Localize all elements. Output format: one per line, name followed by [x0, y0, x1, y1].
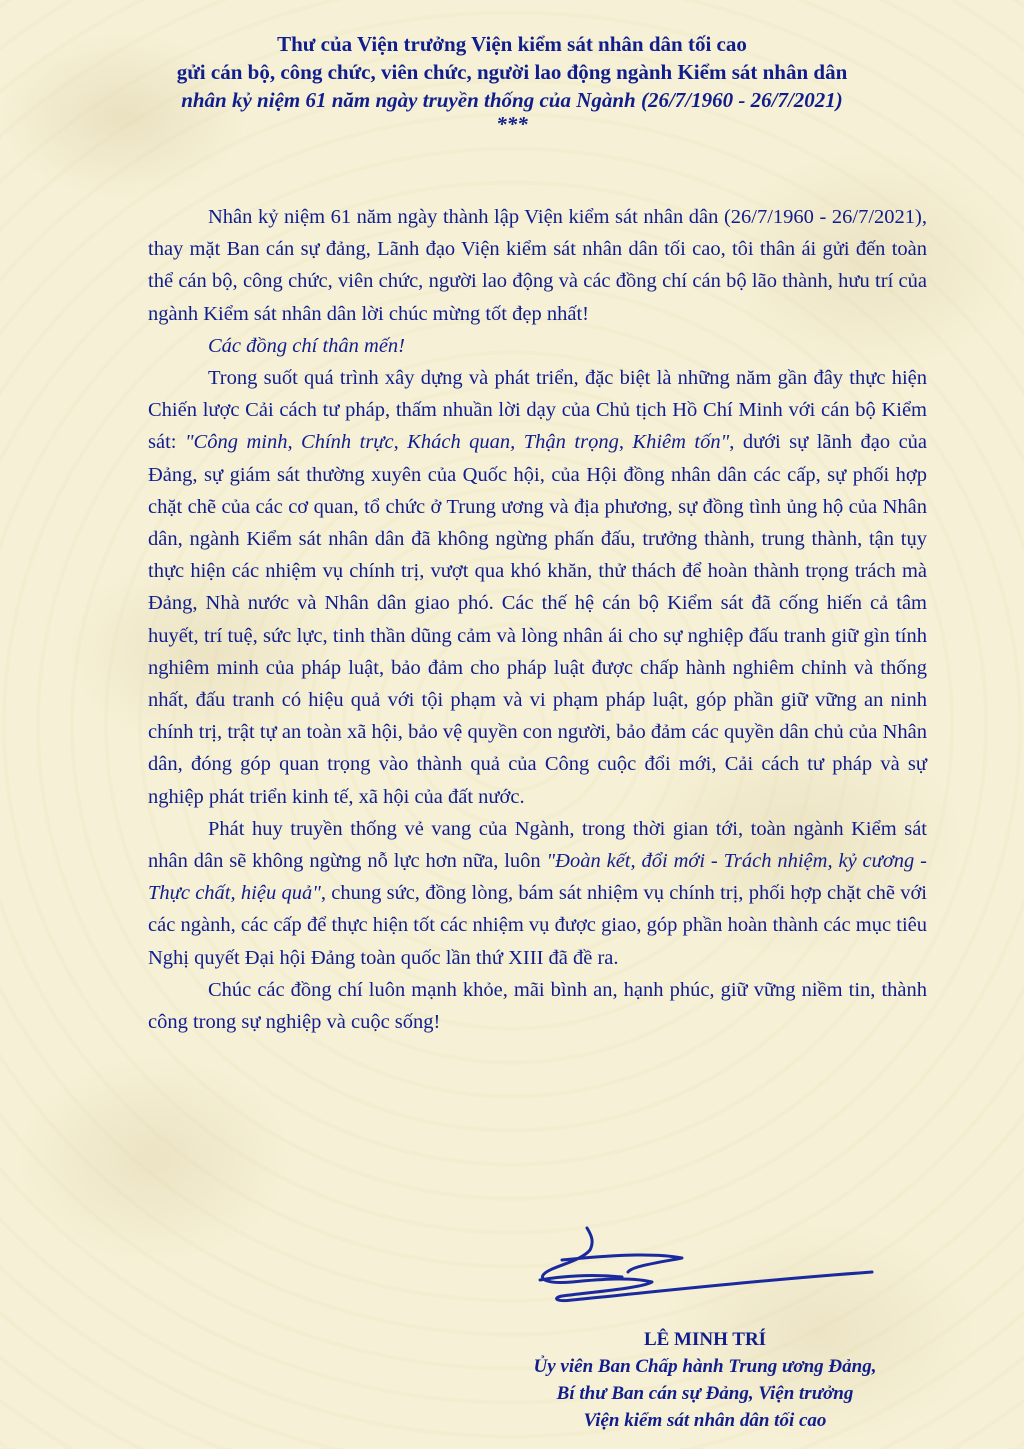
letter-header	[60, 30, 964, 134]
header-title-line2: gửi cán bộ, công chức, viên chức, người lao động ngành Kiểm sát nhân dân	[176, 60, 848, 84]
handwritten-signature	[532, 1222, 882, 1322]
header-title-line1: Thư của Viện trưởng Viện kiểm sát nhân dân tối cao	[277, 32, 747, 56]
quote-motto-industry: "Đoàn kết, đổi mới - Trách nhiệm, kỷ cương - Thực chất, hiệu quả"	[148, 850, 927, 905]
signer-role-line3: Viện kiểm sát nhân dân tối cao	[583, 1410, 827, 1431]
signer-block	[470, 1326, 940, 1434]
paragraph-opening: Nhân kỷ niệm 61 năm ngày thành lập Viện kiểm sát nhân dân (26/7/1960 - 26/7/2021), thay mặt Ban cán sự đảng, Lãnh đạo Viện kiểm sát nhân dân tối cao, tôi thân ái gửi đến toàn thể cán bộ, công chức, viên chức, người lao động và các đồng chí cán bộ lão thành, hưu trí của ngành Kiểm sát nhân dân lời chúc mừng tốt đẹp nhất!	[148, 206, 927, 325]
paragraph-future-part1: Phát huy truyền thống vẻ vang của Ngành, trong thời gian tới, toàn ngành Kiểm sát nhân dân sẽ không ngừng nỗ lực hơn nữa, luôn	[148, 817, 927, 873]
header-title-line3: nhân kỷ niệm 61 năm ngày truyền thống của Ngành (26/7/1960 - 26/7/2021)	[181, 88, 843, 112]
paragraph-history	[148, 362, 927, 813]
signer-role-line2: Bí thư Ban cán sự Đảng, Viện trưởng	[556, 1383, 854, 1404]
paragraph-history-part2: , dưới sự lãnh đạo của Đảng, sự giám sát thường xuyên của Quốc hội, của Hội đồng nhân dân các cấp, sự phối hợp chặt chẽ của các cơ quan, tổ chức ở Trung ương và địa phương, sự đồng tình ủng hộ của Nhân dân, ngành Kiểm sát nhân dân đã không ngừng phấn đấu, trưởng thành, trung thành, tận tụy thực hiện các nhiệm vụ chính trị, vượt qua khó khăn, thử thách để hoàn thành trọng trách mà Đảng, Nhà nước và Nhân dân giao phó. Các thế hệ cán bộ Kiểm sát đã cống hiến cả tâm huyết, trí tuệ, sức lực, tinh thần dũng cảm và lòng nhân ái cho sự nghiệp đấu tranh giữ gìn tính nghiêm minh của pháp luật, bảo đảm cho pháp luật được chấp hành nghiêm chỉnh và thống nhất, đấu tranh có hiệu quả với tội phạm và vi phạm pháp luật, góp phần giữ vững an ninh chính trị, trật tự an toàn xã hội, bảo vệ quyền con người, bảo đảm các quyền dân chủ của Nhân dân, đóng góp quan trọng vào thành quả của Công cuộc đổi mới, Cải cách tư pháp và sự nghiệp phát triển kinh tế, xã hội của đất nước.	[148, 431, 928, 808]
signer-name: LÊ MINH TRÍ	[643, 1329, 767, 1350]
paragraph-future	[148, 813, 927, 974]
paragraph-greeting: Các đồng chí thân mến!	[208, 334, 405, 357]
paragraph-history-part1: Trong suốt quá trình xây dựng và phát triển, đặc biệt là những năm gần đây thực hiện Chiến lược Cải cách tư pháp, thấm nhuần lời dạy của Chủ tịch Hồ Chí Minh với cán bộ Kiểm sát:	[148, 367, 927, 454]
signer-role-line1: Ủy viên Ban Chấp hành Trung ương Đảng,	[533, 1356, 877, 1377]
quote-motto-ho-chi-minh: "Công minh, Chính trực, Khách quan, Thận trọng, Khiêm tốn"	[184, 431, 730, 454]
paragraph-future-part2: , chung sức, đồng lòng, bám sát nhiệm vụ chính trị, phối hợp chặt chẽ với các ngành, các cấp để thực hiện tốt các nhiệm vụ được giao, góp phần hoàn thành các mục tiêu Nghị quyết Đại hội Đảng toàn quốc lần thứ XIII đã đề ra.	[148, 882, 927, 969]
paragraph-closing-wishes: Chúc các đồng chí luôn mạnh khỏe, mãi bình an, hạnh phúc, giữ vững niềm tin, thành công trong sự nghiệp và cuộc sống!	[148, 978, 927, 1034]
header-separator: ***	[496, 112, 528, 136]
letter-body	[148, 201, 927, 1038]
